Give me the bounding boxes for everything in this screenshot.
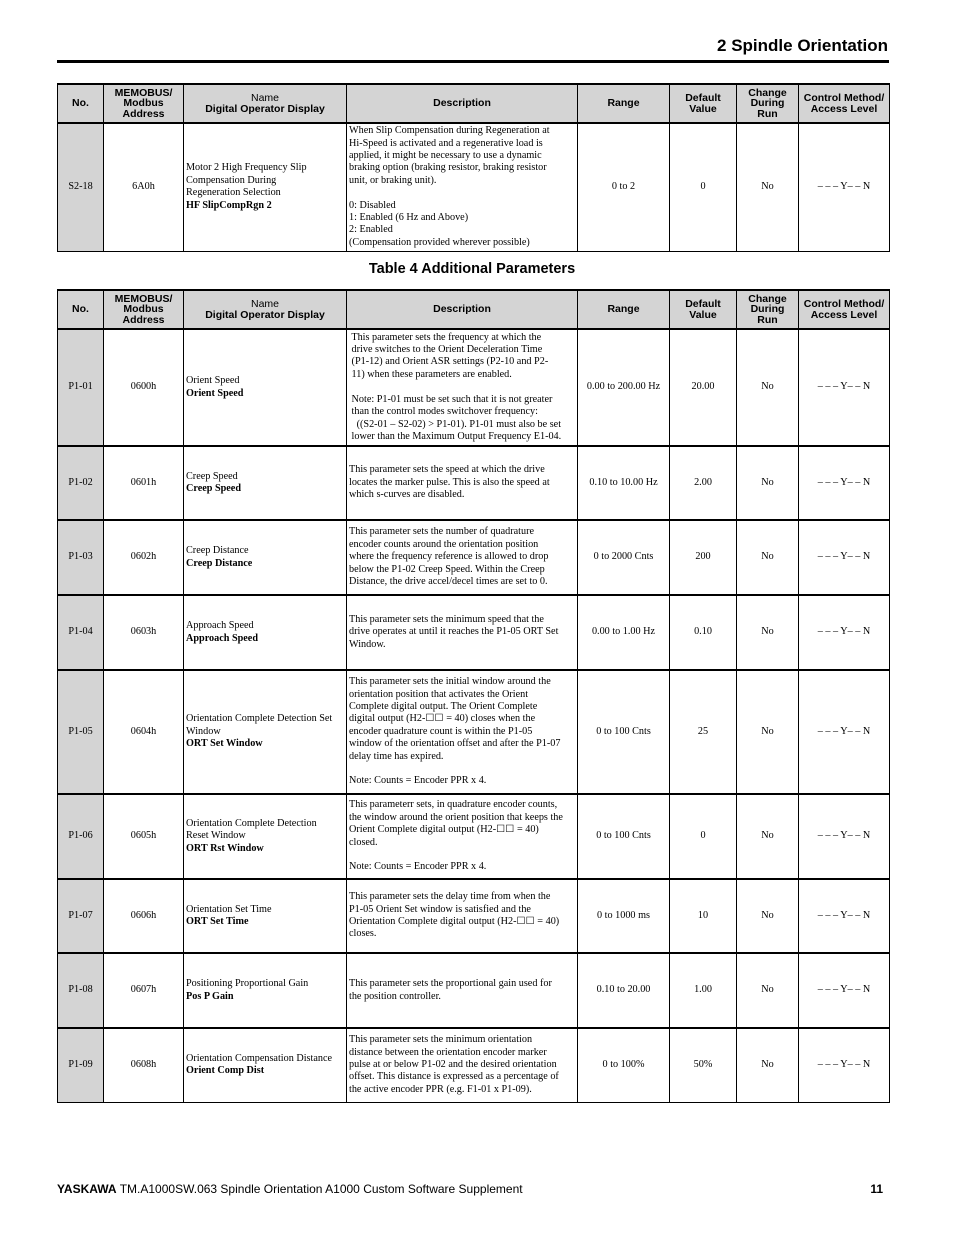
default-value: 0: [670, 794, 737, 879]
description-line: ((S2-01 – S2-02) > P1-01). P1-01 must also be set: [349, 418, 562, 430]
param-name-line: Orientation Compensation Distance: [186, 1052, 332, 1064]
description-line: Hi-Speed is activated and a regenerative load is: [349, 137, 543, 149]
description-line: below the P1-02 Creep Speed. Within the Creep: [349, 563, 545, 575]
param-name-cell: [184, 670, 347, 794]
col-range-header: Range: [578, 290, 670, 329]
description-line: delay time has expired.: [349, 750, 444, 762]
col-change-line: Change: [748, 292, 787, 305]
top-parameter-table: [57, 83, 890, 252]
description-line: (Compensation provided wherever possible): [349, 236, 530, 248]
description-cell: [347, 595, 578, 670]
default-value: 20.00: [670, 329, 737, 446]
param-number: P1-05: [58, 670, 104, 794]
additional-parameters-table: [57, 289, 890, 1103]
access-level: – – – Y– – N: [799, 794, 890, 879]
description-line: Note: Counts = Encoder PPR x 4.: [349, 861, 487, 873]
col-memobus-line: MEMOBUS/: [114, 86, 173, 99]
param-number: P1-03: [58, 520, 104, 595]
description-cell: [347, 1028, 578, 1102]
table-row: [58, 953, 890, 1028]
access-level: – – – Y– – N: [799, 520, 890, 595]
description-line: closed.: [349, 836, 378, 848]
operator-display-name: ORT Set Time: [186, 916, 249, 927]
description-line: drive operates at until it reaches the P1-05 ORT Set: [349, 626, 559, 638]
description-line: pulse at or below P1-02 and the desired orientation: [349, 1059, 557, 1071]
param-name-cell: [184, 1028, 347, 1102]
col-name-header: [184, 84, 347, 123]
range-value: 0.00 to 1.00 Hz: [578, 595, 670, 670]
param-name-line: Creep Speed: [186, 470, 238, 482]
description-line: Distance, the drive accel/decel times are set to 0.: [349, 576, 548, 588]
range-value: 0 to 100 Cnts: [578, 794, 670, 879]
description-line: When Slip Compensation during Regeneration at: [349, 125, 550, 137]
access-level: – – – Y– – N: [799, 123, 890, 251]
default-value: 200: [670, 520, 737, 595]
default-value: 50%: [670, 1028, 737, 1102]
description-line: Orient Complete digital output (H2-☐☐ = 40): [349, 824, 539, 836]
range-value: 0 to 1000 ms: [578, 879, 670, 953]
col-default-line: Default: [685, 92, 721, 104]
operator-display-name: Approach Speed: [186, 632, 258, 644]
change-during-run: No: [737, 520, 799, 595]
col-default-line: Default: [685, 298, 721, 310]
col-change-header: [737, 290, 799, 329]
table-row: [58, 1028, 890, 1102]
page-footer: [57, 1182, 883, 1196]
change-during-run: No: [737, 670, 799, 794]
memobus-address: 0608h: [104, 1028, 184, 1102]
col-control-header: [799, 84, 890, 123]
operator-display-name: Orient Comp Dist: [186, 1065, 265, 1077]
change-during-run: No: [737, 446, 799, 520]
memobus-address: 0601h: [104, 446, 184, 520]
col-change-line: Run: [757, 313, 778, 326]
col-memobus-line: Modbus: [123, 97, 164, 110]
description-line: the active encoder PPR (e.g. F1-01 x P1-09).: [349, 1083, 532, 1095]
description-line: Window.: [349, 638, 386, 650]
memobus-address: 0607h: [104, 953, 184, 1028]
description-cell: [347, 329, 578, 446]
param-name-cell: [184, 953, 347, 1028]
col-memobus-header: [104, 84, 184, 123]
param-name-line: Orientation Complete Detection Set: [186, 713, 333, 725]
description-line: unit, or braking unit).: [349, 174, 437, 186]
memobus-address: 0604h: [104, 670, 184, 794]
description-line: (P1-12) and Orient ASR settings (P2-10 and P2-: [349, 356, 549, 368]
description-line: which s-curves are disabled.: [349, 489, 465, 501]
col-memobus-line: MEMOBUS/: [114, 292, 173, 305]
param-name-line: Orientation Complete Detection: [186, 817, 317, 829]
access-level: – – – Y– – N: [799, 595, 890, 670]
change-during-run: No: [737, 879, 799, 953]
param-name-line: Creep Distance: [186, 545, 249, 557]
col-default-header: [670, 84, 737, 123]
change-during-run: No: [737, 329, 799, 446]
col-control-line: Access Level: [810, 102, 878, 115]
description-line: Note: Counts = Encoder PPR x 4.: [349, 775, 487, 787]
description-line: [349, 849, 574, 861]
memobus-address: 6A0h: [104, 123, 184, 251]
description-cell: [347, 953, 578, 1028]
col-control-header: [799, 290, 890, 329]
operator-display-name: ORT Rst Window: [186, 842, 264, 854]
description-line: This parameter sets the speed at which the drive: [349, 464, 545, 476]
range-value: 0.10 to 10.00 Hz: [578, 446, 670, 520]
param-number: P1-01: [58, 329, 104, 446]
description-line: [349, 187, 574, 199]
access-level: – – – Y– – N: [799, 1028, 890, 1102]
description-cell: [347, 123, 578, 251]
col-range-header: Range: [578, 84, 670, 123]
description-line: Complete digital output. The Orient Complete: [349, 700, 538, 712]
col-name-top: Name: [250, 298, 279, 310]
range-value: 0.10 to 20.00: [578, 953, 670, 1028]
operator-display-name: Orient Speed: [186, 387, 244, 399]
description-cell: [347, 670, 578, 794]
memobus-address: 0602h: [104, 520, 184, 595]
change-during-run: No: [737, 1028, 799, 1102]
default-value: 0.10: [670, 595, 737, 670]
description-line: This parameterr sets, in quadrature encoder counts,: [349, 799, 558, 811]
description-line: 2: Enabled: [349, 224, 393, 236]
description-line: lower than the Maximum Output Frequency E1-04.: [349, 430, 562, 442]
description-cell: [347, 794, 578, 879]
operator-display-name: ORT Set Window: [186, 738, 263, 750]
table-row: [58, 794, 890, 879]
access-level: – – – Y– – N: [799, 953, 890, 1028]
description-line: [349, 381, 574, 393]
page-number: 11: [870, 1182, 883, 1196]
footer-brand: YASKAWA: [57, 1182, 117, 1196]
description-line: Orientation Complete digital output (H2-☐☐ = 40): [349, 916, 560, 927]
description-line: than the control modes switchover frequency:: [349, 406, 538, 418]
col-default-line: Value: [689, 308, 717, 321]
table-row: [58, 329, 890, 446]
table-header-row: [58, 84, 890, 123]
col-control-line: Control Method/: [803, 298, 885, 310]
memobus-address: 0600h: [104, 329, 184, 446]
access-level: – – – Y– – N: [799, 329, 890, 446]
change-during-run: No: [737, 794, 799, 879]
col-description-header: Description: [347, 84, 578, 123]
param-number: S2-18: [58, 123, 104, 251]
description-line: Note: P1-01 must be set such that it is not greater: [349, 393, 553, 405]
range-value: 0 to 2: [578, 123, 670, 251]
section-title: 2 Spindle Orientation: [717, 36, 888, 55]
col-default-line: Value: [689, 102, 717, 115]
param-number: P1-07: [58, 879, 104, 953]
col-change-line: During: [750, 303, 785, 316]
description-line: encoder counts around the orientation position: [349, 538, 539, 550]
access-level: – – – Y– – N: [799, 670, 890, 794]
memobus-address: 0605h: [104, 794, 184, 879]
description-line: This parameter sets the minimum orientation: [349, 1034, 533, 1046]
description-line: encoder quadrature count is within the P1-05: [349, 725, 533, 737]
param-name-line: Motor 2 High Frequency Slip: [186, 162, 307, 174]
access-level: – – – Y– – N: [799, 446, 890, 520]
col-name-bottom: Digital Operator Display: [205, 308, 325, 321]
param-name-line: Orientation Set Time: [186, 903, 272, 915]
description-line: window of the orientation offset and after the P1-07: [349, 738, 561, 750]
description-line: applied, it might be necessary to use a dynamic: [349, 150, 542, 162]
table-header-row: [58, 290, 890, 329]
header-rule: [57, 60, 889, 63]
description-line: This parameter sets the frequency at which the: [349, 331, 542, 343]
col-no-header: No.: [58, 84, 104, 123]
col-control-line: Access Level: [810, 308, 878, 321]
param-name-cell: [184, 329, 347, 446]
col-change-line: Run: [757, 107, 778, 120]
description-line: closes.: [349, 928, 377, 940]
description-line: This parameter sets the minimum speed that the: [349, 613, 544, 625]
param-name-cell: [184, 794, 347, 879]
param-name-cell: [184, 123, 347, 251]
description-line: drive switches to the Orient Deceleration Time: [349, 344, 543, 356]
param-number: P1-08: [58, 953, 104, 1028]
table-row: [58, 595, 890, 670]
change-during-run: No: [737, 123, 799, 251]
description-cell: [347, 879, 578, 953]
col-memobus-line: Modbus: [123, 303, 164, 316]
default-value: 10: [670, 879, 737, 953]
description-line: P1-05 Orient Set window is satisfied and the: [349, 903, 531, 915]
description-line: digital output (H2-☐☐ = 40) closes when the: [349, 713, 536, 725]
description-line: [349, 763, 574, 775]
table-caption: Table 4 Additional Parameters: [368, 261, 576, 277]
footer-document-title: TM.A1000SW.063 Spindle Orientation A1000 Custom Software Supplement: [119, 1182, 523, 1196]
param-name-line: Orient Speed: [186, 375, 240, 387]
param-name-line: Regeneration Selection: [186, 187, 281, 199]
table-row: [58, 446, 890, 520]
table-row: [58, 670, 890, 794]
param-number: P1-02: [58, 446, 104, 520]
col-change-line: Change: [748, 86, 787, 99]
operator-display-name: HF SlipCompRgn 2: [186, 199, 272, 211]
col-control-line: Control Method/: [803, 92, 885, 104]
description-line: 1: Enabled (6 Hz and Above): [349, 212, 469, 224]
description-line: locates the marker pulse. This is also the speed at: [349, 476, 550, 488]
description-line: braking option (braking resistor, braking resistor: [349, 162, 547, 174]
change-during-run: No: [737, 595, 799, 670]
default-value: 25: [670, 670, 737, 794]
param-name-line: Reset Window: [186, 830, 246, 842]
description-line: offset. This distance is expressed as a percentage of: [349, 1071, 559, 1083]
range-value: 0 to 100%: [578, 1028, 670, 1102]
col-name-top: Name: [250, 92, 279, 104]
description-line: the position controller.: [349, 990, 441, 1002]
description-line: orientation position that activates the Orient: [349, 688, 529, 700]
description-line: This parameter sets the delay time from when the: [349, 891, 551, 903]
table-row: [58, 123, 890, 251]
param-name-cell: [184, 520, 347, 595]
default-value: 2.00: [670, 446, 737, 520]
description-line: where the frequency reference is allowed to drop: [349, 551, 549, 563]
param-number: P1-09: [58, 1028, 104, 1102]
param-number: P1-06: [58, 794, 104, 879]
memobus-address: 0603h: [104, 595, 184, 670]
operator-display-name: Creep Distance: [186, 557, 253, 569]
operator-display-name: Pos P Gain: [186, 990, 234, 1002]
param-number: P1-04: [58, 595, 104, 670]
param-name-line: Positioning Proportional Gain: [186, 978, 309, 990]
col-name-header: [184, 290, 347, 329]
description-line: the window around the orient position that keeps the: [349, 811, 563, 823]
col-name-bottom: Digital Operator Display: [205, 102, 325, 115]
description-line: This parameter sets the number of quadrature: [349, 526, 535, 538]
param-name-line: Compensation During: [186, 174, 277, 186]
param-name-cell: [184, 595, 347, 670]
description-cell: [347, 520, 578, 595]
range-value: 0 to 100 Cnts: [578, 670, 670, 794]
range-value: 0 to 2000 Cnts: [578, 520, 670, 595]
col-memobus-line: Address: [122, 107, 165, 120]
col-default-header: [670, 290, 737, 329]
col-change-header: [737, 84, 799, 123]
col-memobus-line: Address: [122, 313, 165, 326]
col-description-header: Description: [347, 290, 578, 329]
param-name-cell: [184, 446, 347, 520]
table-row: [58, 879, 890, 953]
param-name-line: Approach Speed: [186, 620, 254, 632]
param-name-cell: [184, 879, 347, 953]
range-value: 0.00 to 200.00 Hz: [578, 329, 670, 446]
default-value: 0: [670, 123, 737, 251]
table-row: [58, 520, 890, 595]
col-no-header: No.: [58, 290, 104, 329]
description-line: This parameter sets the initial window around the: [349, 676, 551, 688]
operator-display-name: Creep Speed: [186, 483, 241, 494]
memobus-address: 0606h: [104, 879, 184, 953]
access-level: – – – Y– – N: [799, 879, 890, 953]
default-value: 1.00: [670, 953, 737, 1028]
description-line: distance between the orientation encoder marker: [349, 1046, 547, 1058]
description-line: 11) when these parameters are enabled.: [349, 368, 512, 380]
description-line: 0: Disabled: [349, 199, 396, 211]
change-during-run: No: [737, 953, 799, 1028]
description-cell: [347, 446, 578, 520]
col-change-line: During: [750, 97, 785, 110]
description-line: This parameter sets the proportional gain used for: [349, 978, 552, 990]
param-name-line: Window: [186, 725, 221, 737]
col-memobus-header: [104, 290, 184, 329]
